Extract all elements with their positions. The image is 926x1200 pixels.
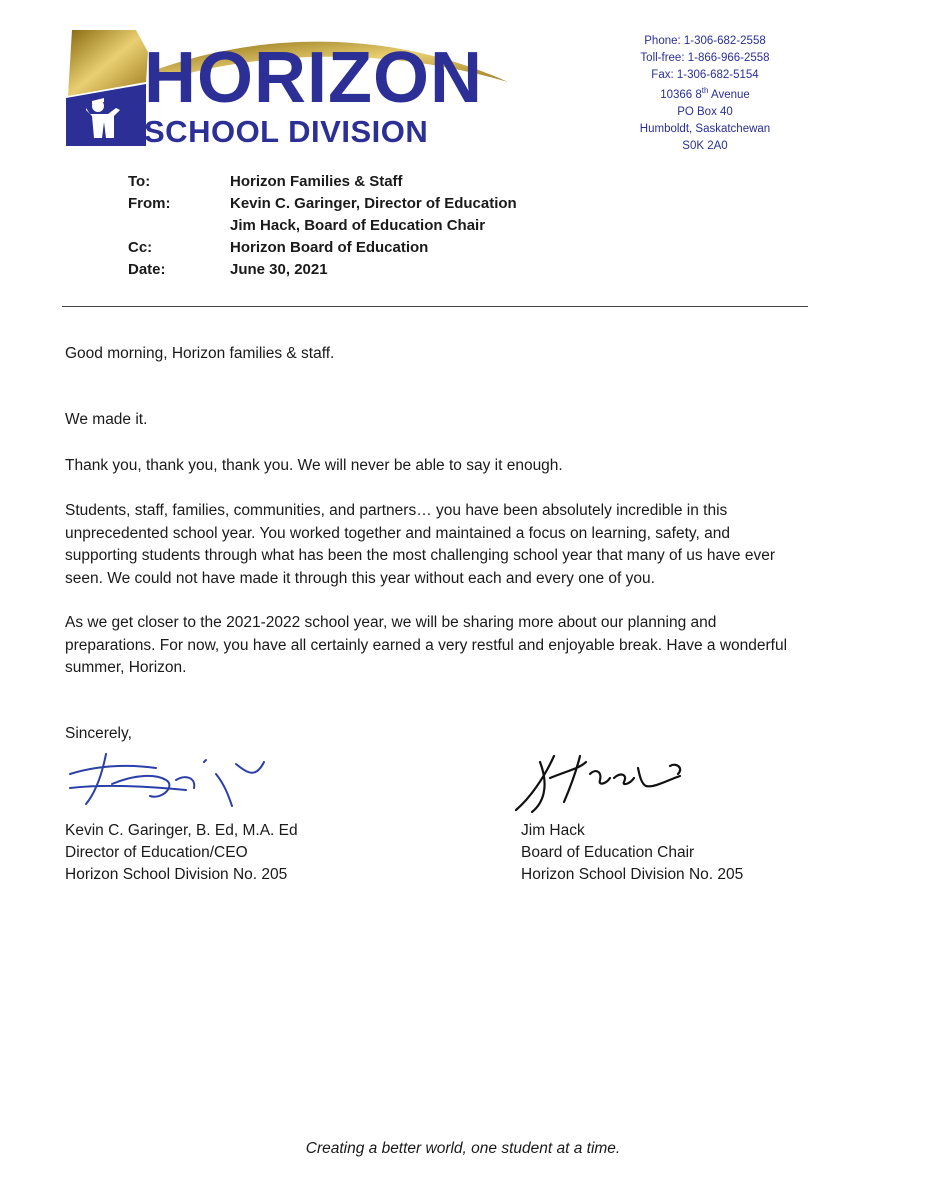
signer-name: Kevin C. Garinger, B. Ed, M.A. Ed: [65, 822, 298, 839]
memo-value: Horizon Board of Education: [230, 239, 429, 256]
memo-from-row: [128, 193, 517, 215]
street-address: 10366 8th Avenue: [660, 86, 750, 102]
header-divider: [62, 306, 808, 307]
paragraph-2: Thank you, thank you, thank you. We will never be able to say it enough.: [65, 457, 563, 474]
horizon-logo: [62, 22, 510, 150]
memo-cc-row: [128, 237, 517, 259]
memo-to-row: [128, 171, 517, 193]
memo-value: Horizon Families & Staff: [230, 173, 403, 190]
closing: Sincerely,: [65, 725, 132, 742]
signer-hack: [521, 820, 743, 886]
garinger-signature: [66, 744, 276, 814]
paragraph-4: As we get closer to the 2021-2022 school year, we will be sharing more about our planning and preparations. For now, you have all certainly earned a very restful and enjoyable break. Have a wonderful summer, Horizon.: [65, 614, 788, 676]
memo-value: Kevin C. Garinger, Director of Education: [230, 195, 517, 212]
signer-garinger: [65, 820, 298, 886]
contact-block: [600, 33, 810, 154]
memo-label: From:: [128, 195, 171, 212]
city: Humboldt, Saskatchewan: [639, 122, 771, 135]
logo-subtitle: SCHOOL DIVISION: [144, 114, 429, 149]
signer-name: Jim Hack: [521, 822, 585, 839]
memo-header: [128, 171, 517, 281]
signer-title: Director of Education/CEO: [65, 844, 248, 861]
po-box: PO Box 40: [677, 106, 733, 119]
hack-signature: [510, 748, 700, 818]
signer-title: Board of Education Chair: [521, 844, 695, 861]
tollfree-number: Toll-free: 1-866-966-2558: [640, 51, 770, 64]
postal-code: S0K 2A0: [682, 139, 728, 152]
phone-number: Phone: 1-306-682-2558: [644, 35, 766, 47]
fax-number: Fax: 1-306-682-5154: [651, 68, 759, 81]
memo-value: June 30, 2021: [230, 261, 328, 278]
logo-wordmark: HORIZON: [144, 38, 483, 118]
paragraph-3: Students, staff, families, communities, and partners… you have been absolutely incredible in this unprecedented school year. You worked together and maintained a focus on learning, safety, and supporting students through what has been the most challenging school year that many of us have ever seen. We could not have made it through this year without each and every one of you.: [65, 502, 775, 587]
paragraph-1: We made it.: [65, 411, 148, 428]
memo-label: Date:: [128, 261, 166, 278]
memo-label: Cc:: [128, 239, 153, 256]
greeting: Good morning, Horizon families & staff.: [65, 345, 335, 362]
memo-label: To:: [128, 173, 151, 190]
memo-date-row: [128, 259, 517, 281]
signer-org: Horizon School Division No. 205: [521, 866, 744, 883]
signer-org: Horizon School Division No. 205: [65, 866, 288, 883]
footer-tagline: Creating a better world, one student at a time.: [305, 1140, 621, 1157]
memo-value: Jim Hack, Board of Education Chair: [230, 217, 486, 234]
memo-from-row-2: [128, 215, 517, 237]
